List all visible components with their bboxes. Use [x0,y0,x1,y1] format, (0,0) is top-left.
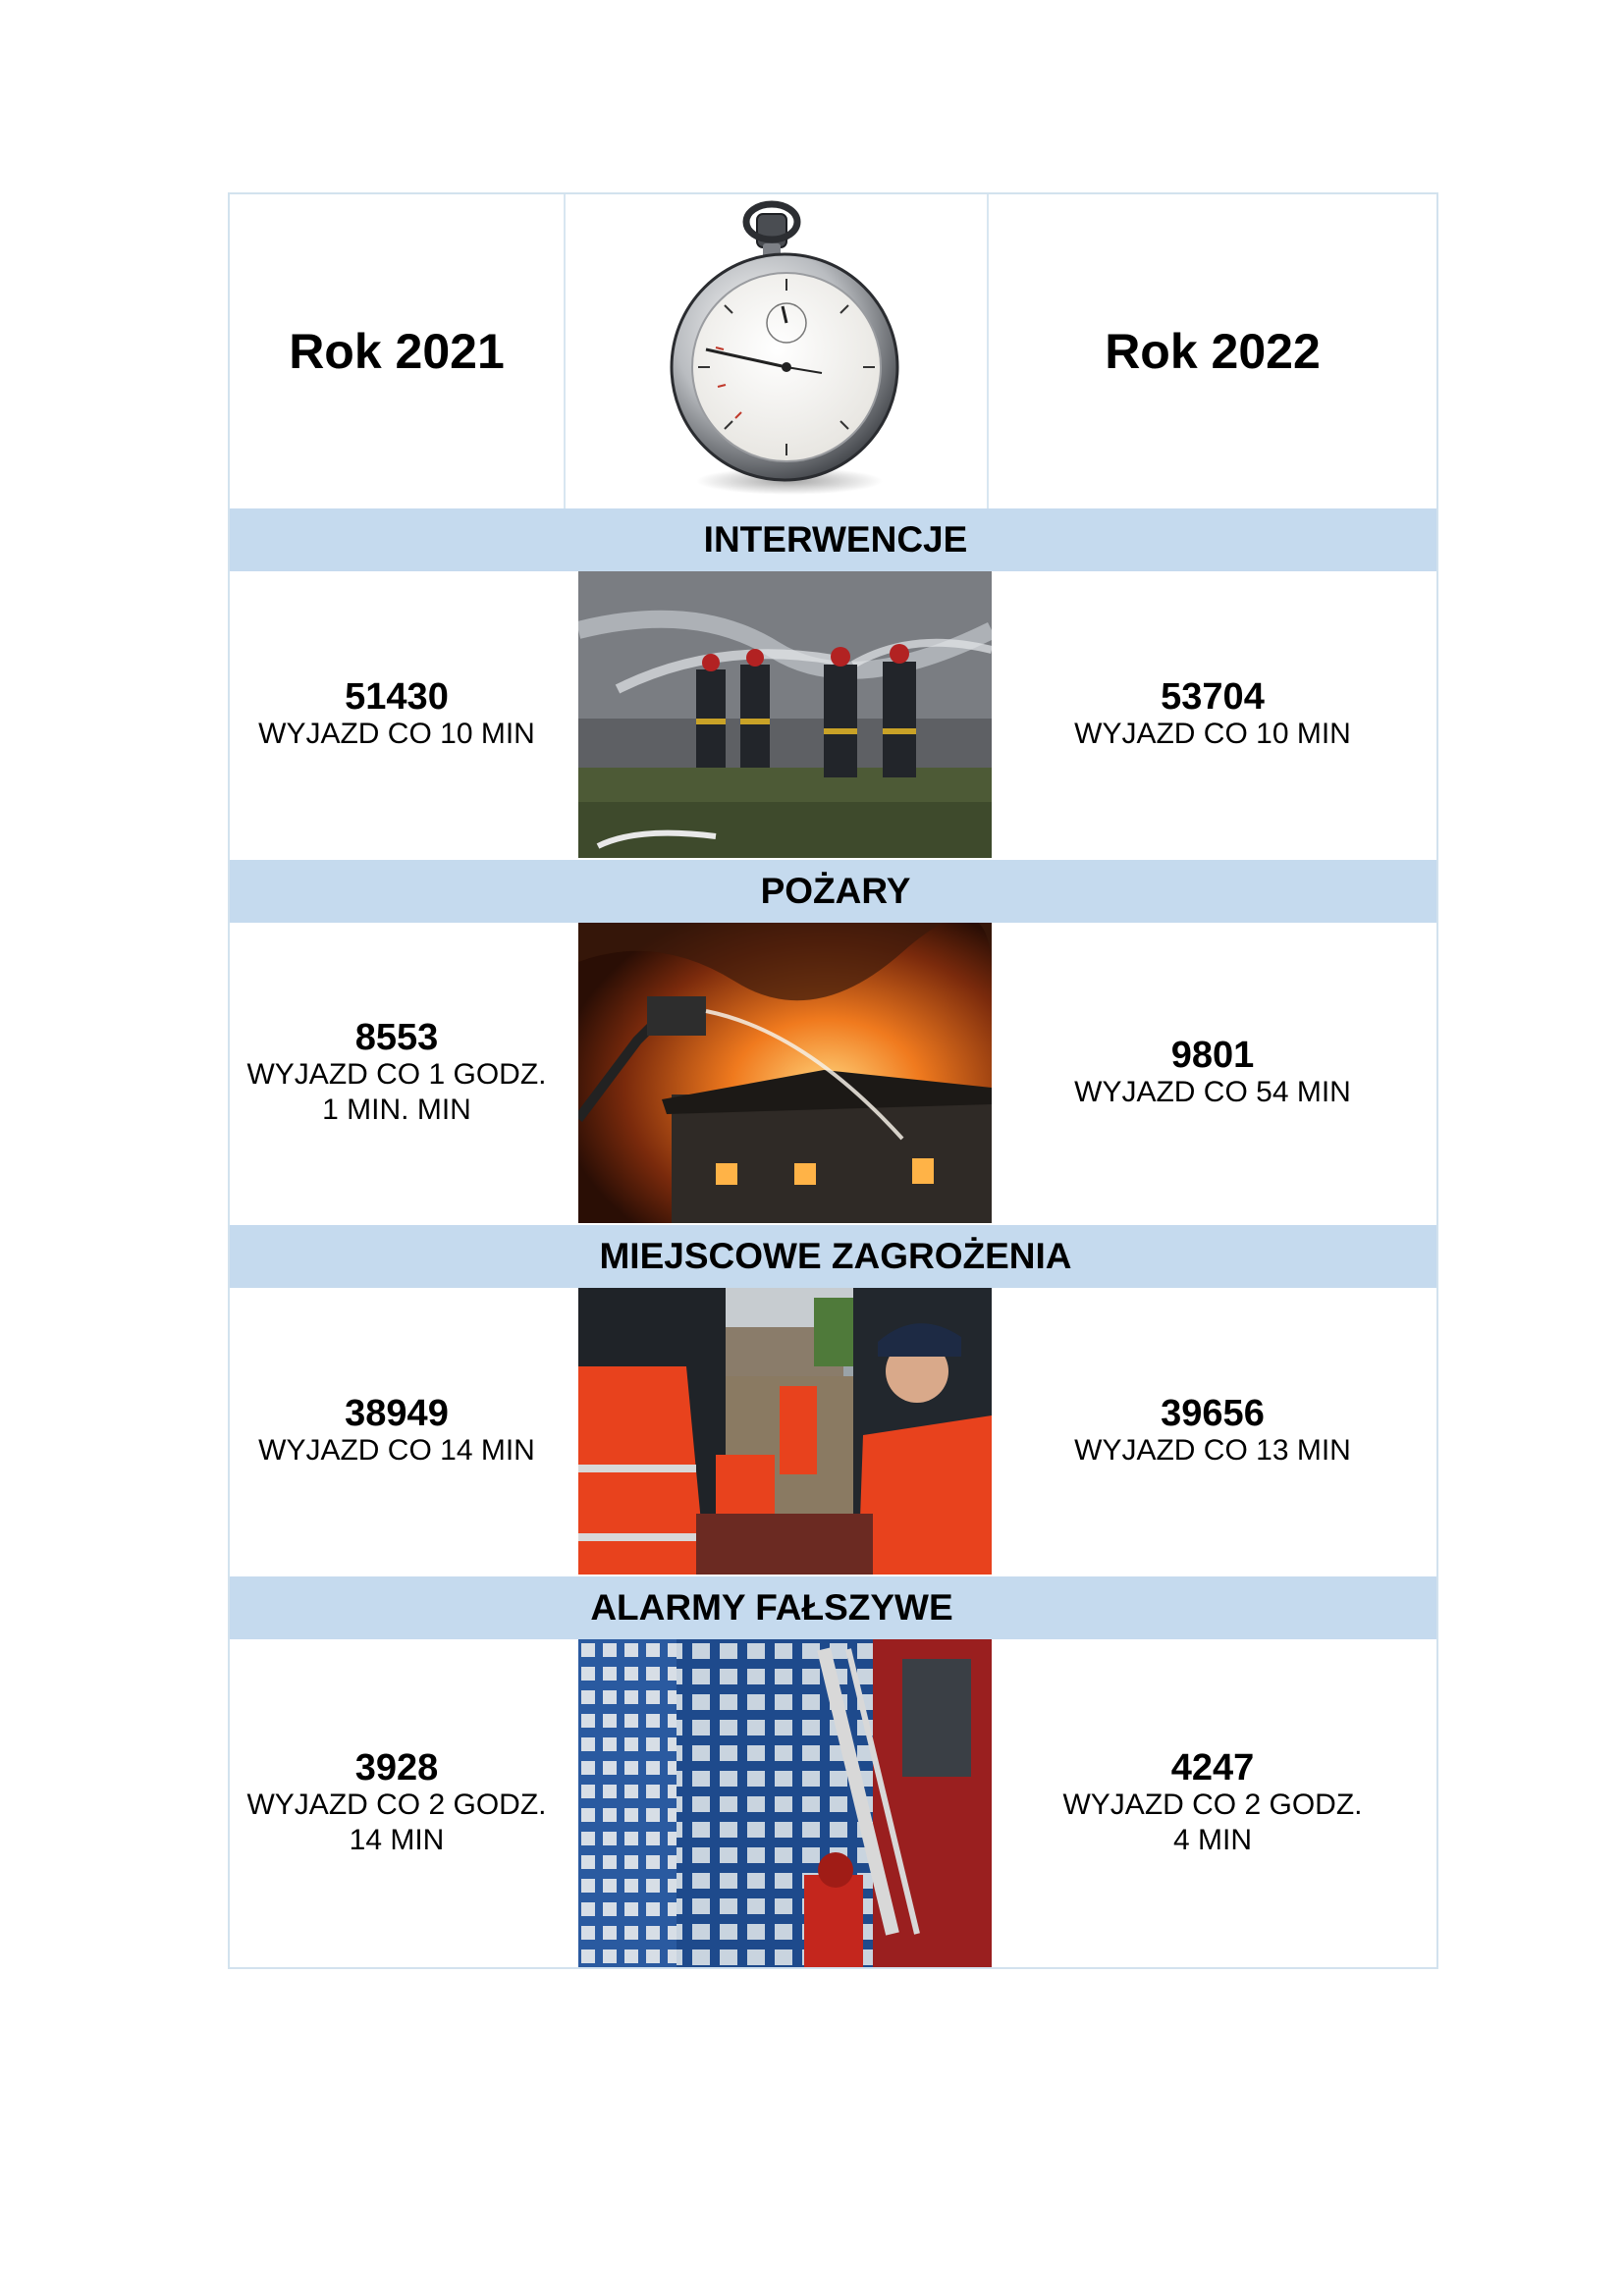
stat-2022 [989,1639,1436,1967]
stat-2021 [230,1288,564,1575]
stopwatch-icon [568,200,986,505]
stat-number: 39656 [1161,1393,1265,1434]
stat-description: WYJAZD CO 2 GODZ. 4 MIN [1062,1789,1363,1856]
year-2022-label: Rok 2022 [1105,324,1321,379]
stat-description: WYJAZD CO 13 MIN [1074,1434,1351,1467]
section-row-zagrozenia [230,1288,1436,1575]
header-row [230,194,1436,508]
stat-2021 [230,1639,564,1967]
stat-number: 53704 [1161,676,1265,718]
section-title: POŻARY [760,871,911,911]
statistics-table [228,192,1438,1969]
stopwatch-image [568,200,986,505]
stat-description: WYJAZD CO 10 MIN [1074,718,1351,750]
stat-description: WYJAZD CO 54 MIN [1074,1076,1351,1108]
column-divider [564,194,566,508]
firefighters-hoses-photo [578,571,992,858]
section-title: MIEJSCOWE ZAGROŻENIA [599,1236,1072,1276]
section-band-alarmy [230,1576,1436,1639]
stat-number: 4247 [1170,1747,1255,1789]
section-title: ALARMY FAŁSZYWE [590,1587,953,1628]
stat-number: 38949 [345,1393,449,1434]
stat-description: WYJAZD CO 14 MIN [258,1434,535,1467]
stat-2022 [989,571,1436,858]
section-title: INTERWENCJE [703,519,968,560]
stat-2022 [989,923,1436,1223]
section-row-interwencje [230,571,1436,858]
stat-2021 [230,571,564,858]
stat-number: 9801 [1170,1035,1255,1076]
year-2021-label: Rok 2021 [289,324,505,379]
fire-ladder-building-photo [578,1639,992,1967]
stat-description: WYJAZD CO 2 GODZ. 14 MIN [246,1789,547,1856]
stat-number: 51430 [345,676,449,718]
section-band-interwencje [230,508,1436,571]
stat-2021 [230,923,564,1223]
section-band-zagrozenia [230,1225,1436,1288]
section-row-alarmy [230,1639,1436,1967]
stat-2022 [989,1288,1436,1575]
stat-description: WYJAZD CO 1 GODZ. 1 MIN. MIN [246,1058,547,1126]
section-band-pozary [230,860,1436,923]
stat-description: WYJAZD CO 10 MIN [258,718,535,750]
stat-number: 3928 [354,1747,439,1789]
burning-building-photo [578,923,992,1223]
stat-number: 8553 [354,1017,439,1058]
section-row-pozary [230,923,1436,1223]
flood-rescue-photo [578,1288,992,1575]
